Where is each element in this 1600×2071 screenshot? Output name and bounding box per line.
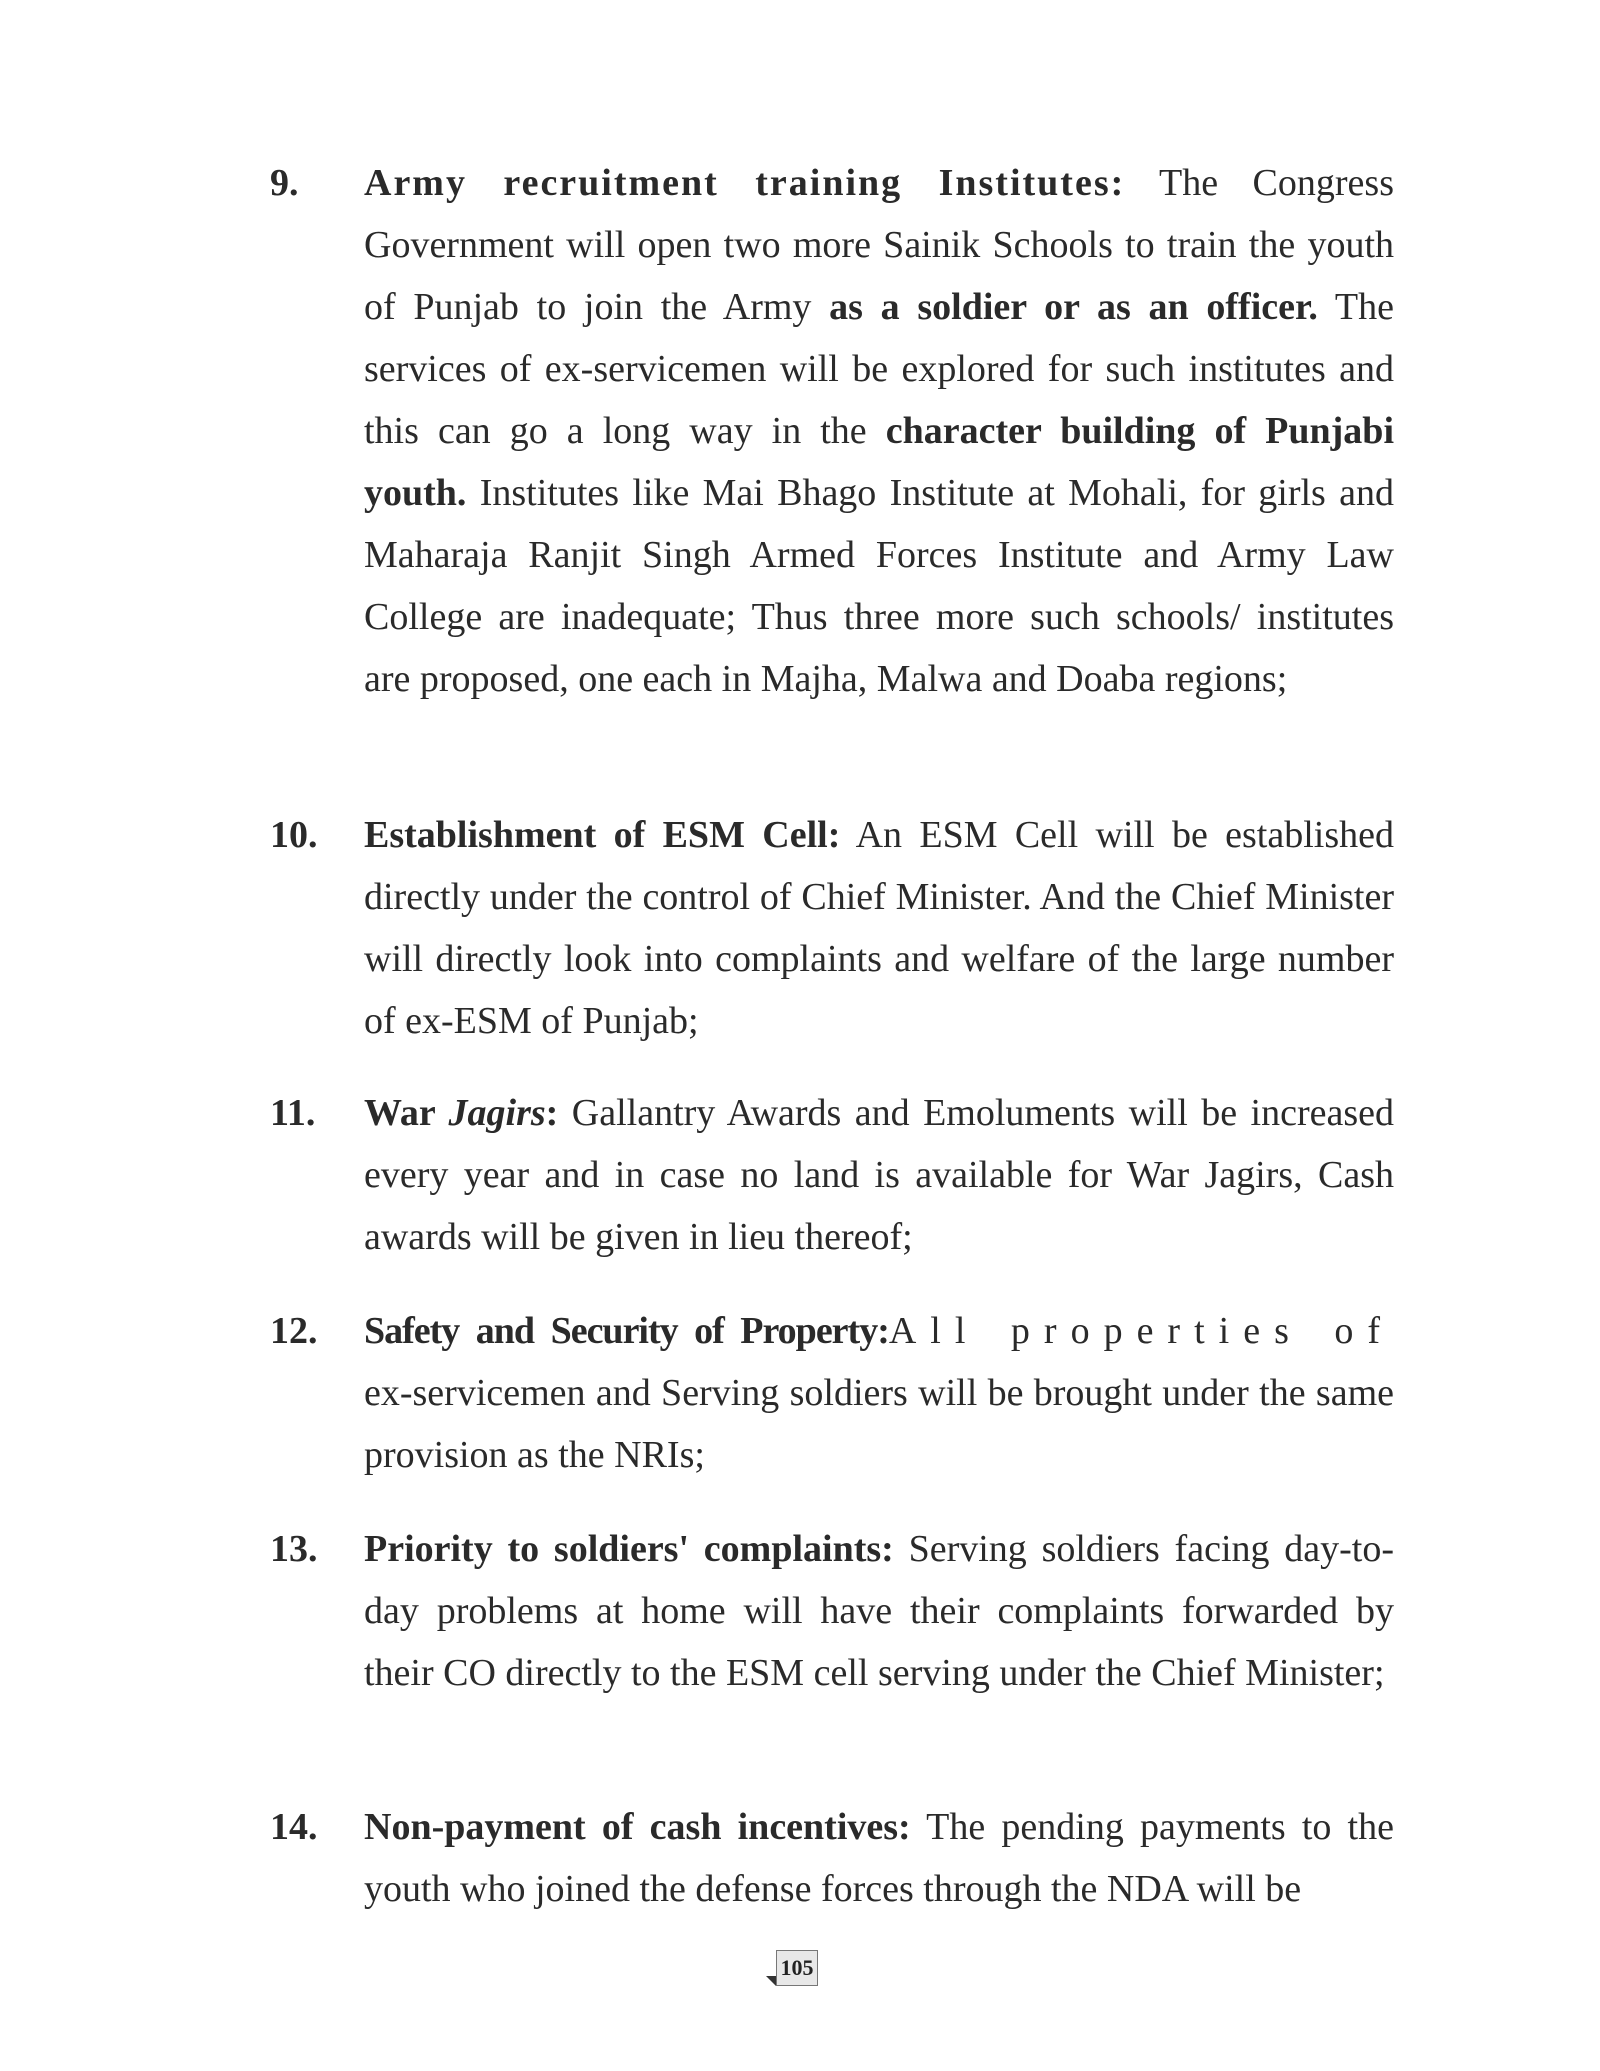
item-heading-colon: :	[545, 1092, 559, 1134]
item-number: 11.	[270, 1092, 316, 1134]
item-number: 13.	[270, 1528, 318, 1570]
item-body: Institutes like Mai Bhago Institute at Mohali, for girls and Maharaja Ranjit Singh Armed Forces Institute and Army Law College are inadequate; Thus three more such schools/ institutes are proposed, one each in Majha, Malwa and Doaba regions;	[364, 472, 1394, 700]
item-body: The Congress Government will open two more Sainik Schools to train the youth of Punjab to join the Army	[364, 162, 1394, 328]
item-text	[364, 1300, 1394, 1486]
item-number: 9.	[270, 162, 299, 204]
item-heading-italic: Jagirs	[448, 1092, 546, 1134]
item-body-spaced: All properties of	[888, 1310, 1395, 1352]
item-text	[364, 1796, 1394, 1920]
item-text	[364, 1518, 1394, 1704]
item-emphasis: as a soldier or as an officer.	[829, 286, 1318, 328]
item-heading: War	[364, 1092, 449, 1134]
item-heading: Non-payment of cash incentives:	[364, 1806, 911, 1848]
item-number: 10.	[270, 814, 318, 856]
item-number: 12.	[270, 1310, 318, 1352]
item-body: Gallantry Awards and Emoluments will be increased every year and in case no land is available for War Jagirs, Cash awards will be given in lieu thereof;	[364, 1092, 1394, 1258]
item-body: ex-servicemen and Serving soldiers will be brought under the same provision as the NRIs;	[364, 1372, 1394, 1476]
item-text	[364, 804, 1394, 1052]
page-number: 105	[776, 1950, 818, 1986]
item-body: An ESM Cell will be established directly under the control of Chief Minister. And the Chief Minister will directly look into complaints and welfare of the large number of ex-ESM of Punjab;	[364, 814, 1394, 1042]
item-heading: Priority to soldiers' complaints:	[364, 1528, 894, 1570]
item-number: 14.	[270, 1806, 318, 1848]
page-footer	[766, 1950, 818, 1990]
item-body: Serving soldiers facing day-to-day problems at home will have their complaints forwarded by their CO directly to the ESM cell serving under the Chief Minister;	[364, 1528, 1395, 1694]
item-heading: Army recruitment training Institutes:	[364, 162, 1126, 204]
page-corner-arrow-icon	[766, 1976, 776, 1986]
item-heading: Safety and Security of Property:	[364, 1310, 889, 1352]
item-heading: Establishment of ESM Cell:	[364, 814, 841, 856]
item-body: The services of ex-servicemen will be explored for such institutes and this can go a long way in the	[364, 286, 1394, 452]
item-body: The pending payments to the youth who joined the defense forces through the NDA will be	[364, 1806, 1394, 1910]
item-emphasis: character building of Punjabi youth.	[364, 410, 1394, 514]
item-text	[364, 152, 1394, 710]
item-text	[364, 1082, 1394, 1268]
